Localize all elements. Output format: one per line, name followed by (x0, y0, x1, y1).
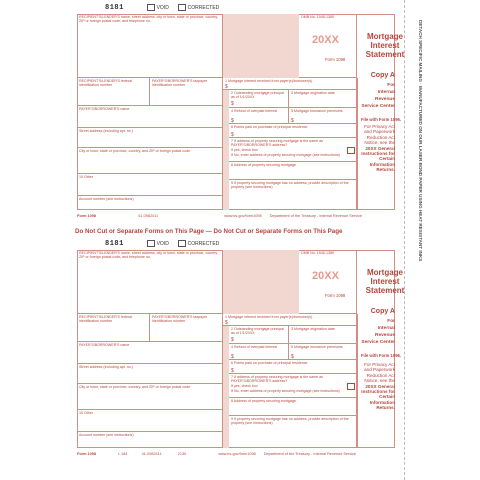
street-box[interactable]: Street address (including apt. no.) (77, 128, 223, 148)
form-header (105, 240, 219, 248)
other-box[interactable]: 10 Other (77, 410, 223, 432)
payer-name-box[interactable]: PAYER'S/BORROWER'S name (77, 106, 223, 128)
box-4[interactable]: 4 Refund of overpaid interest $ (229, 344, 289, 360)
void-checkbox[interactable] (147, 240, 155, 247)
vertical-side-text: DETACH SPECIFIC MAILING · MANUFACTURED ON OUR LASER BOND PAPER USING HEAT RESISTANT INKS (418, 20, 423, 262)
recipient-box[interactable]: RECIPIENT'S/LENDER'S name, street address, city or town, state or province, country, ZIP or foreign postal code, and telephone no. (77, 250, 223, 314)
privacy-note: For Privacy Act and Paperwork Reduction Act Notice, see the 20XX General Instructions for Certain Information Returns. (361, 124, 395, 173)
box-7-checkbox[interactable] (347, 147, 355, 154)
payer-tin-box[interactable]: PAYER'S/BORROWER'S taxpayer identification number (150, 314, 223, 342)
perforation-line (404, 0, 406, 480)
box-8[interactable]: 8 Address of property securing mortgage (229, 162, 357, 180)
box-3[interactable]: 3 Mortgage origination date (289, 90, 357, 108)
box-4[interactable]: 4 Refund of overpaid interest $ (229, 108, 289, 124)
box-7-checkbox[interactable] (347, 383, 355, 390)
payer-tin-box[interactable]: PAYER'S/BORROWER'S taxpayer identification number (150, 78, 223, 106)
shaded-area (223, 250, 299, 314)
void-label: VOID (156, 241, 169, 247)
box-1[interactable]: 1 Mortgage interest received from payer(s)/borrower(s) $ (223, 314, 357, 326)
corrected-checkbox[interactable] (178, 240, 186, 247)
box-5[interactable]: 5 Mortgage insurance premiums $ (289, 344, 357, 360)
city-box[interactable]: City or town, state or province, country, and ZIP or foreign postal code (77, 384, 223, 410)
copy-info: Copy A For Internal Revenue Service Center File with Form 1096. (361, 72, 402, 122)
box-1[interactable]: 1 Mortgage interest received from payer(s)/borrower(s) $ (223, 78, 357, 90)
form-title: Mortgage Interest Statement (365, 268, 405, 295)
box-8[interactable]: 8 Address of property securing mortgage (229, 398, 357, 416)
city-box[interactable]: City or town, state or province, country, and ZIP or foreign postal code (77, 148, 223, 174)
corrected-checkbox[interactable] (178, 4, 186, 11)
tax-year: 20XX (312, 270, 339, 282)
box-5[interactable]: 5 Mortgage insurance premiums $ (289, 108, 357, 124)
corrected-label: CORRECTED (187, 5, 220, 11)
year-box: OMB No. 1545-1380 20XX Form 1098 (299, 250, 357, 314)
box-3[interactable]: 3 Mortgage origination date (289, 326, 357, 344)
box-6[interactable]: 6 Points paid on purchase of principal residence $ (229, 124, 357, 138)
void-label: VOID (156, 5, 169, 11)
box-9[interactable]: 9 If property securing mortgage has no address, provide description of the property (see instructions) (229, 180, 357, 210)
box-2[interactable]: 2 Outstanding mortgage principal as of 1/1/20XX $ (229, 326, 289, 344)
privacy-note: For Privacy Act and Paperwork Reduction Act Notice, see the 20XX General Instructions for Certain Information Returns. (361, 362, 395, 411)
form-footer: Form 1098 41-0982411 www.irs.gov/form1098 Department of the Treasury - Internal Revenue Service (77, 214, 362, 218)
form-code: 8181 (105, 4, 124, 12)
tax-year: 20XX (312, 34, 339, 46)
copy-info: Copy A For Internal Revenue Service Center File with Form 1096. (361, 308, 402, 358)
box-2[interactable]: 2 Outstanding mortgage principal as of 1/1/20XX $ (229, 90, 289, 108)
payer-name-box[interactable]: PAYER'S/BORROWER'S name (77, 342, 223, 364)
form-title: Mortgage Interest Statement (365, 32, 405, 59)
form-code: 8181 (105, 240, 124, 248)
box-9[interactable]: 9 If property securing mortgage has no address, provide description of the property (see instructions) (229, 416, 357, 448)
account-box[interactable]: Account number (see instructions) (77, 196, 223, 210)
recipient-tin-box[interactable]: RECIPIENT'S/LENDER'S federal identification number (77, 314, 150, 342)
void-checkbox[interactable] (147, 4, 155, 11)
form-1098-bottom (77, 240, 405, 462)
recipient-box[interactable]: RECIPIENT'S/LENDER'S name, street address, city or town, state or province, country, ZIP or foreign postal code, and telephone no. (77, 14, 223, 78)
street-box[interactable]: Street address (including apt. no.) (77, 364, 223, 384)
year-box: OMB No. 1545-1380 20XX Form 1098 (299, 14, 357, 78)
recipient-tin-box[interactable]: RECIPIENT'S/LENDER'S federal identification number (77, 78, 150, 106)
form-header (105, 4, 219, 12)
corrected-label: CORRECTED (187, 241, 220, 247)
shaded-area (223, 14, 299, 78)
account-box[interactable]: Account number (see instructions) (77, 432, 223, 448)
form-1098-top (77, 4, 405, 224)
form-footer: Form 1098 L 184 41-0982411 2130 www.irs.gov/form1098 Department of the Treasury - Internal Revenue Service (77, 452, 357, 456)
box-7[interactable]: 7 If address of property securing mortgage is the same as PAYER'S/BORROWER'S address? If yes, check box If No, enter address of property securing mortgage (see instructions) (229, 374, 357, 398)
other-box[interactable]: 10 Other (77, 174, 223, 196)
cut-instruction: Do Not Cut or Separate Forms on This Page — Do Not Cut or Separate Forms on This Page (75, 228, 343, 235)
box-6[interactable]: 6 Points paid on purchase of principal residence $ (229, 360, 357, 374)
box-7[interactable]: 7 If address of property securing mortgage is the same as PAYER'S/BORROWER'S address? If yes, check box If No, enter address of property securing mortgage (see instructions) (229, 138, 357, 162)
